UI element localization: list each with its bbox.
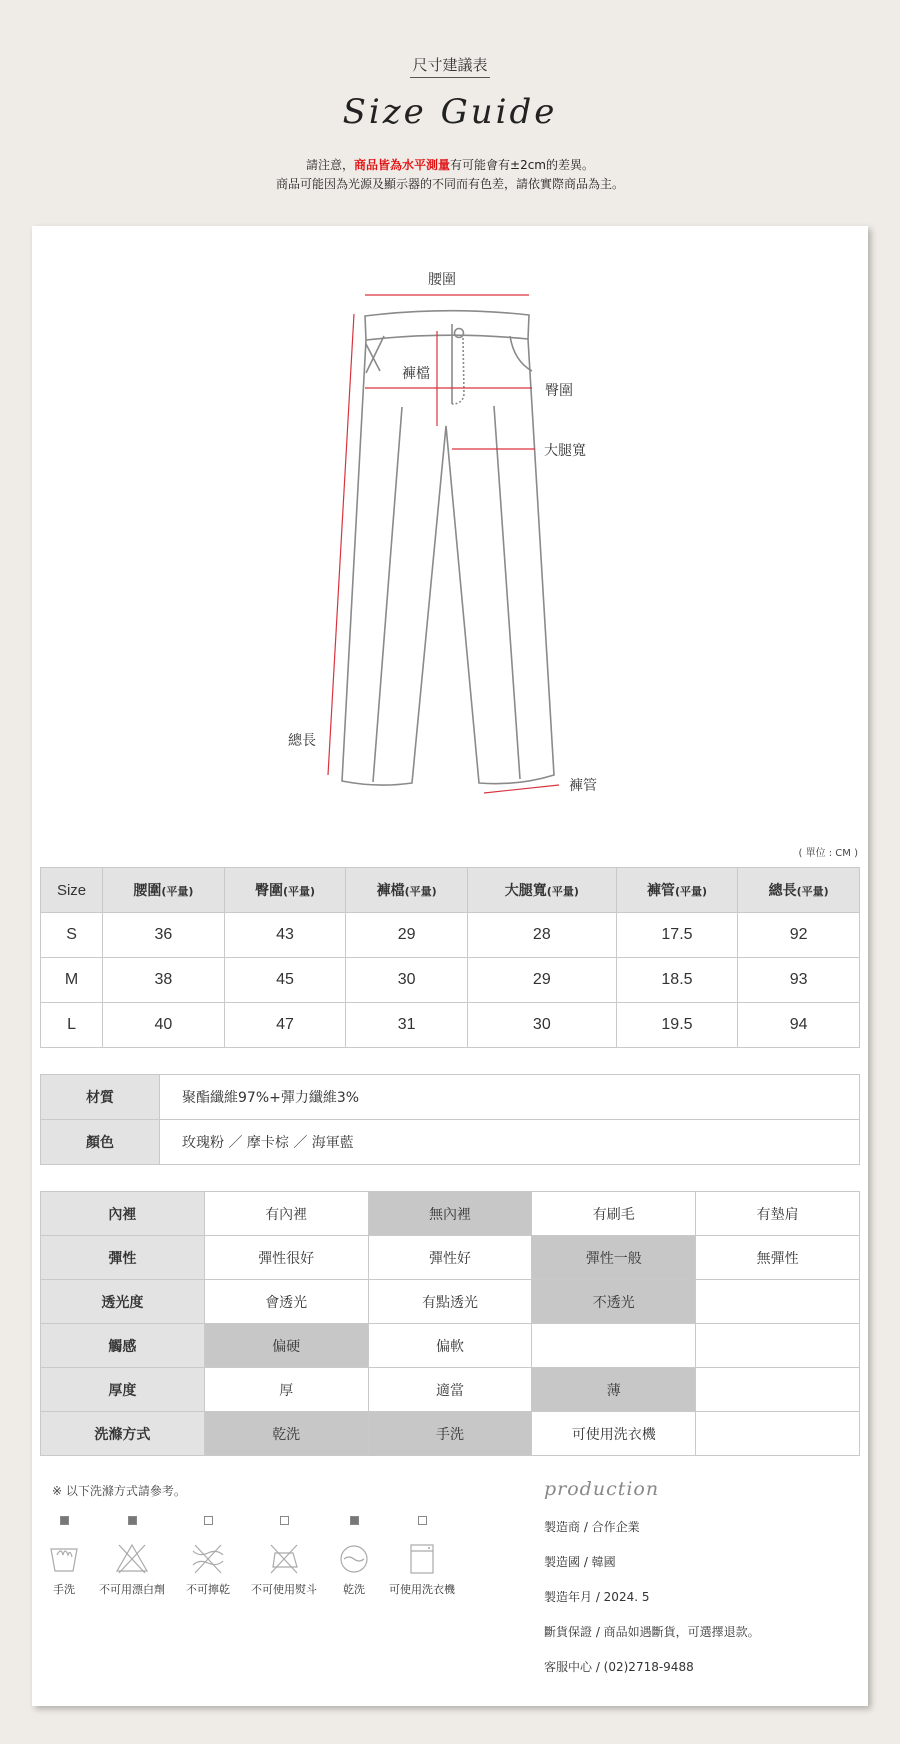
material-label: 材質: [41, 1075, 160, 1120]
production-line-service: 客服中心 / (02)2718-9488: [544, 1660, 694, 1674]
table-cell: 29: [468, 958, 617, 1003]
production-line-maker: 製造商 / 合作企業: [544, 1520, 640, 1534]
care-checkbox: [350, 1516, 359, 1525]
table-cell: 43: [224, 913, 346, 958]
feature-option: 有內裡: [204, 1192, 368, 1236]
feature-option: 有點透光: [368, 1280, 532, 1324]
size-table: [40, 867, 860, 1048]
feature-option: 有刷毛: [532, 1192, 696, 1236]
care-label: 不可使用熨斗: [251, 1583, 317, 1596]
feature-label: 厚度: [41, 1368, 205, 1412]
table-cell: 31: [346, 1003, 468, 1048]
feature-row: [41, 1192, 860, 1236]
feature-row: [41, 1324, 860, 1368]
diagram-label-waist: 腰圍: [428, 272, 456, 288]
table-cell: 47: [224, 1003, 346, 1048]
feature-row: [41, 1280, 860, 1324]
care-item: [170, 1516, 246, 1597]
feature-option: [696, 1368, 860, 1412]
table-row: [41, 958, 860, 1003]
care-checkbox: [204, 1516, 213, 1525]
pants-diagram: [32, 226, 868, 859]
care-item: [246, 1516, 322, 1597]
feature-option: 彈性很好: [204, 1236, 368, 1280]
care-item: [384, 1516, 460, 1597]
color-value: 玫瑰粉 ／ 摩卡棕 ／ 海軍藍: [160, 1120, 860, 1165]
table-cell: 19.5: [616, 1003, 738, 1048]
care-label: 不可擰乾: [186, 1583, 230, 1596]
table-cell: 93: [738, 958, 860, 1003]
feature-option: 偏硬: [204, 1324, 368, 1368]
production-line-date: 製造年月 / 2024. 5: [544, 1590, 650, 1604]
material-row: [41, 1075, 860, 1120]
no-iron-icon: [267, 1541, 301, 1575]
waist-col-header: 腰圍(平量): [103, 868, 225, 913]
table-row: [41, 1003, 860, 1048]
thigh-col-header: 大腿寬(平量): [468, 868, 617, 913]
table-cell: L: [41, 1003, 103, 1048]
care-icons: [44, 1516, 484, 1636]
feature-option: 乾洗: [204, 1412, 368, 1456]
feature-label: 觸感: [41, 1324, 205, 1368]
feature-label: 內裡: [41, 1192, 205, 1236]
care-checkbox: [128, 1516, 137, 1525]
dry-clean-icon: [337, 1541, 371, 1575]
hand-wash-icon: [47, 1541, 81, 1575]
feature-option: 彈性一般: [532, 1236, 696, 1280]
table-cell: 92: [738, 913, 860, 958]
diagram-label-hem: 褲管: [569, 778, 597, 794]
feature-option: 無彈性: [696, 1236, 860, 1280]
feature-option: 薄: [532, 1368, 696, 1412]
length-col-header: 總長(平量): [738, 868, 860, 913]
care-checkbox: [418, 1516, 427, 1525]
feature-option: [696, 1324, 860, 1368]
feature-option: 適當: [368, 1368, 532, 1412]
washing-machine-icon: [405, 1541, 439, 1575]
diagram-label-length: 總長: [288, 733, 316, 749]
size-col-header: Size: [41, 868, 103, 913]
feature-option: 厚: [204, 1368, 368, 1412]
care-label: 手洗: [53, 1583, 75, 1596]
feature-option: [696, 1280, 860, 1324]
table-cell: 38: [103, 958, 225, 1003]
measurement-note: 請注意，商品皆為水平測量有可能會有±2cm的差異。: [305, 158, 594, 172]
care-note: ※ 以下洗滌方式請參考。: [52, 1484, 186, 1498]
material-value: 聚酯纖維97%+彈力纖維3%: [160, 1075, 860, 1120]
no-wring-icon: [191, 1541, 225, 1575]
color-row: [41, 1120, 860, 1165]
feature-option: 不透光: [532, 1280, 696, 1324]
no-bleach-icon: [115, 1541, 149, 1575]
material-table: [40, 1074, 860, 1165]
table-cell: 28: [468, 913, 617, 958]
rise-col-header: 褲檔(平量): [346, 868, 468, 913]
production-info: [544, 1478, 864, 1674]
diagram-label-thigh: 大腿寬: [544, 443, 586, 459]
feature-option: 手洗: [368, 1412, 532, 1456]
feature-row: [41, 1368, 860, 1412]
table-cell: 45: [224, 958, 346, 1003]
care-label: 乾洗: [343, 1583, 365, 1596]
production-line-country: 製造國 / 韓國: [544, 1555, 616, 1569]
table-cell: 30: [468, 1003, 617, 1048]
feature-option: 彈性好: [368, 1236, 532, 1280]
pants-illustration: [32, 226, 868, 846]
feature-option: 無內裡: [368, 1192, 532, 1236]
care-label: 可使用洗衣機: [389, 1583, 455, 1596]
table-cell: 40: [103, 1003, 225, 1048]
feature-row: [41, 1236, 860, 1280]
size-table-header: [41, 868, 860, 913]
table-cell: 29: [346, 913, 468, 958]
color-label: 顏色: [41, 1120, 160, 1165]
table-cell: 18.5: [616, 958, 738, 1003]
feature-option: 可使用洗衣機: [532, 1412, 696, 1456]
diagram-label-rise: 褲檔: [402, 366, 430, 382]
hem-col-header: 褲管(平量): [616, 868, 738, 913]
diagram-label-hip: 臀圍: [545, 383, 573, 399]
feature-option: [532, 1324, 696, 1368]
en-title: Size Guide: [342, 92, 558, 132]
unit-note: ( 單位 : CM ): [798, 848, 858, 859]
production-line-guarantee: 斷貨保證 / 商品如遇斷貨，可選擇退款。: [544, 1625, 760, 1639]
table-cell: 30: [346, 958, 468, 1003]
production-title: production: [544, 1478, 660, 1500]
feature-label: 洗滌方式: [41, 1412, 205, 1456]
feature-option: 會透光: [204, 1280, 368, 1324]
care-item: [26, 1516, 102, 1597]
size-guide-card: [32, 226, 868, 1706]
care-checkbox: [280, 1516, 289, 1525]
zh-title: 尺寸建議表: [0, 54, 900, 75]
feature-label: 透光度: [41, 1280, 205, 1324]
feature-row: [41, 1412, 860, 1456]
feature-label: 彈性: [41, 1236, 205, 1280]
care-item: [94, 1516, 170, 1597]
feature-table: [40, 1191, 860, 1456]
care-checkbox: [60, 1516, 69, 1525]
table-cell: 94: [738, 1003, 860, 1048]
color-note: 商品可能因為光源及顯示器的不同而有色差，請依實際商品為主。: [275, 177, 624, 191]
care-item: [316, 1516, 392, 1597]
feature-option: [696, 1412, 860, 1456]
feature-option: 偏軟: [368, 1324, 532, 1368]
table-cell: M: [41, 958, 103, 1003]
hip-col-header: 臀圍(平量): [224, 868, 346, 913]
feature-option: 有墊肩: [696, 1192, 860, 1236]
table-cell: S: [41, 913, 103, 958]
table-cell: 17.5: [616, 913, 738, 958]
table-row: [41, 913, 860, 958]
care-label: 不可用漂白劑: [99, 1583, 165, 1596]
table-cell: 36: [103, 913, 225, 958]
